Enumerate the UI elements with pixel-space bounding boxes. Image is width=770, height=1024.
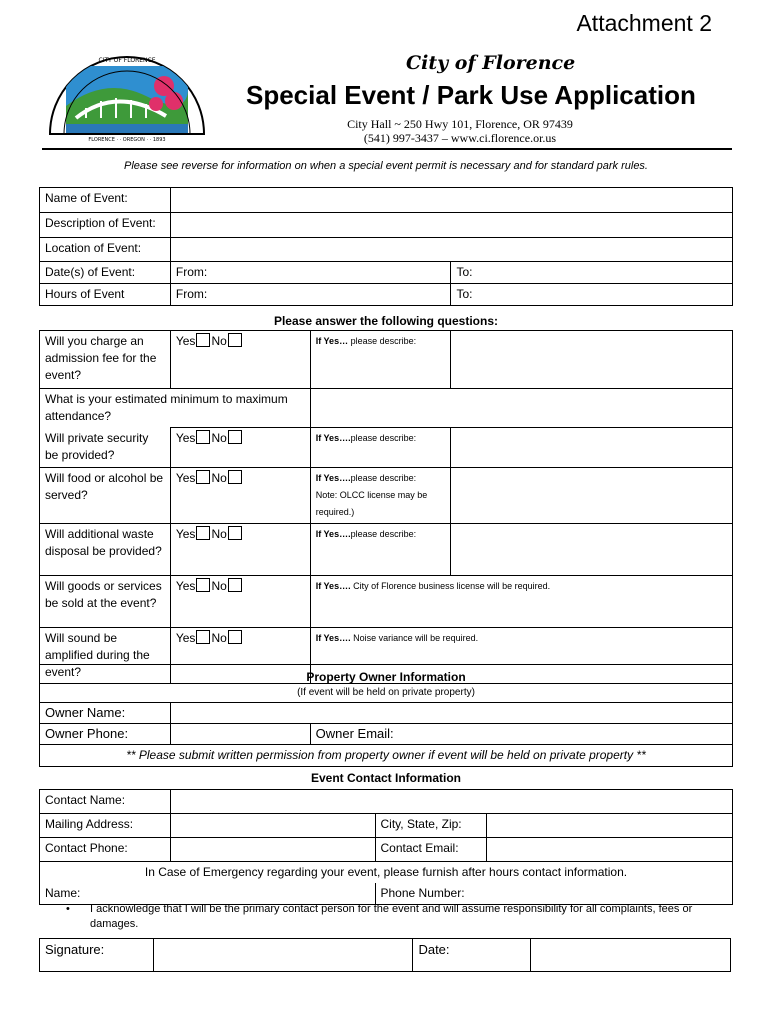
charge-yes-no (170, 331, 310, 389)
no-label: No (211, 527, 227, 541)
city-state-zip-field[interactable] (487, 814, 733, 838)
phone-web-line: (541) 997-3437 – www.ci.florence.or.us (363, 131, 557, 145)
question-attendance: What is your estimated minimum to maximum attendance? (40, 389, 311, 428)
event-info-table (39, 187, 733, 306)
food-yes-no (170, 468, 310, 524)
owner-permission-note: ** Please submit written permission from property owner if event will be held on private property ** (40, 745, 733, 767)
questions-table (39, 330, 733, 684)
date-label: Date: (413, 939, 531, 972)
owner-email-label: Owner Email: (315, 726, 394, 741)
if-yes-label: If Yes…. (315, 473, 351, 483)
logo-bottom-text: FLORENCE · · OREGON · · 1893 (88, 137, 166, 142)
signature-field[interactable] (153, 939, 413, 972)
no-label: No (211, 471, 227, 485)
address-line: City Hall ~ 250 Hwy 101, Florence, OR 97439 (347, 117, 573, 131)
describe-label: please describe: (348, 336, 417, 346)
contact-name-label: Contact Name: (40, 790, 171, 814)
question-goods: Will goods or services be sold at the event? (40, 576, 171, 628)
signature-label: Signature: (40, 939, 154, 972)
owner-subheading: (If event will be held on private property) (297, 687, 475, 698)
goods-if-yes (310, 576, 732, 628)
contact-table (39, 768, 733, 905)
emergency-note: In Case of Emergency regarding your event, please furnish after hours contact information. (40, 862, 733, 884)
waste-yes-no (170, 524, 310, 576)
charge-yes-checkbox[interactable] (196, 333, 210, 347)
yes-label: Yes (175, 527, 196, 541)
question-charge: Will you charge an admission fee for the event? (40, 331, 171, 389)
if-yes-label: If Yes…. (315, 433, 351, 443)
charge-if-yes (310, 331, 450, 389)
owner-table (39, 664, 733, 767)
sound-no-checkbox[interactable] (228, 630, 242, 644)
no-label: No (211, 631, 227, 645)
city-seal-logo (46, 46, 208, 142)
contact-phone-label: Contact Phone: (40, 838, 171, 862)
no-label: No (211, 431, 227, 445)
security-yes-checkbox[interactable] (196, 430, 210, 444)
yes-label: Yes (175, 471, 196, 485)
if-yes-label: If Yes…. (315, 529, 351, 539)
waste-yes-checkbox[interactable] (196, 526, 210, 540)
describe-label: please describe: (350, 529, 417, 539)
dates-from-field[interactable] (170, 262, 451, 284)
city-name: City of Florence (406, 52, 576, 74)
date-field[interactable] (531, 939, 731, 972)
owner-email-field[interactable] (310, 724, 732, 745)
attendance-field[interactable] (310, 389, 732, 428)
food-describe-field[interactable] (450, 468, 732, 524)
food-no-checkbox[interactable] (228, 470, 242, 484)
bullet: • (66, 903, 70, 915)
hours-from-label: From: (175, 287, 208, 301)
security-yes-no (170, 428, 310, 468)
waste-no-checkbox[interactable] (228, 526, 242, 540)
security-no-checkbox[interactable] (228, 430, 242, 444)
form-title: Special Event / Park Use Application (246, 80, 696, 110)
contact-name-field[interactable] (170, 790, 732, 814)
no-label: No (211, 579, 227, 593)
reverse-note: Please see reverse for information on when a special event permit is necessary and for standard park rules. (124, 160, 648, 172)
hours-from-field[interactable] (170, 284, 451, 306)
yes-label: Yes (175, 334, 196, 348)
hours-to-label: To: (456, 287, 473, 301)
yes-label: Yes (175, 631, 196, 645)
sound-yes-checkbox[interactable] (196, 630, 210, 644)
yes-label: Yes (175, 431, 196, 445)
owner-name-field[interactable] (170, 703, 732, 724)
contact-phone-field[interactable] (170, 838, 375, 862)
event-description-label: Description of Event: (40, 213, 171, 238)
acknowledgement (66, 902, 726, 932)
noise-variance-note: Noise variance will be required. (350, 633, 479, 643)
signature-table (39, 938, 731, 972)
describe-label: please describe: (350, 473, 417, 483)
emergency-phone-label: Phone Number: (380, 886, 465, 900)
event-description-field[interactable] (170, 213, 732, 238)
security-if-yes (310, 428, 450, 468)
goods-yes-checkbox[interactable] (196, 578, 210, 592)
charge-no-checkbox[interactable] (228, 333, 242, 347)
food-yes-checkbox[interactable] (196, 470, 210, 484)
emergency-name-label: Name: (45, 886, 81, 900)
describe-label: please describe: (350, 433, 417, 443)
questions-heading: Please answer the following questions: (273, 314, 499, 328)
event-name-label: Name of Event: (40, 188, 171, 213)
question-sound: Will sound be amplified during the event? (40, 628, 171, 684)
if-yes-label: If Yes…. (315, 581, 351, 591)
event-dates-label: Date(s) of Event: (40, 262, 171, 284)
contact-email-field[interactable] (487, 838, 733, 862)
event-location-field[interactable] (170, 238, 732, 262)
olcc-note: Note: OLCC license may be required.) (315, 490, 428, 517)
dates-from-label: From: (175, 265, 208, 279)
business-license-note: City of Florence business license will be required. (350, 581, 551, 591)
dates-to-field[interactable] (451, 262, 733, 284)
security-describe-field[interactable] (450, 428, 732, 468)
acknowledgement-text: I acknowledge that I will be the primary contact person for the event and will assume responsibility for all complaints, fees or damages. (90, 903, 693, 930)
owner-heading-cell (40, 665, 733, 703)
question-security: Will private security be provided? (40, 428, 171, 468)
hours-to-field[interactable] (451, 284, 733, 306)
owner-name-label: Owner Name: (40, 703, 171, 724)
yes-label: Yes (175, 579, 196, 593)
contact-email-label: Contact Email: (375, 838, 487, 862)
waste-describe-field[interactable] (450, 524, 732, 576)
dates-to-label: To: (456, 265, 473, 279)
owner-phone-label: Owner Phone: (40, 724, 171, 745)
mailing-address-label: Mailing Address: (40, 814, 171, 838)
address-block (330, 117, 590, 145)
waste-if-yes (310, 524, 450, 576)
question-food: Will food or alcohol be served? (40, 468, 171, 524)
logo-top-text: CITY OF FLORENCE (98, 57, 156, 64)
food-if-yes (310, 468, 450, 524)
event-location-label: Location of Event: (40, 238, 171, 262)
if-yes-label: If Yes…. (315, 633, 351, 643)
header-rule (42, 148, 732, 150)
question-waste: Will additional waste disposal be provided? (40, 524, 171, 576)
owner-phone-field[interactable] (170, 724, 310, 745)
goods-no-checkbox[interactable] (228, 578, 242, 592)
charge-describe-field[interactable] (450, 331, 732, 389)
event-hours-label: Hours of Event (40, 284, 171, 306)
owner-heading: Property Owner Information (306, 670, 466, 684)
if-yes-label: If Yes… (315, 336, 349, 346)
attachment-label: Attachment 2 (576, 10, 712, 36)
contact-heading: Event Contact Information (40, 768, 733, 790)
goods-yes-no (170, 576, 310, 628)
mailing-address-field[interactable] (170, 814, 375, 838)
no-label: No (211, 334, 227, 348)
city-state-zip-label: City, State, Zip: (375, 814, 487, 838)
event-name-field[interactable] (170, 188, 732, 213)
